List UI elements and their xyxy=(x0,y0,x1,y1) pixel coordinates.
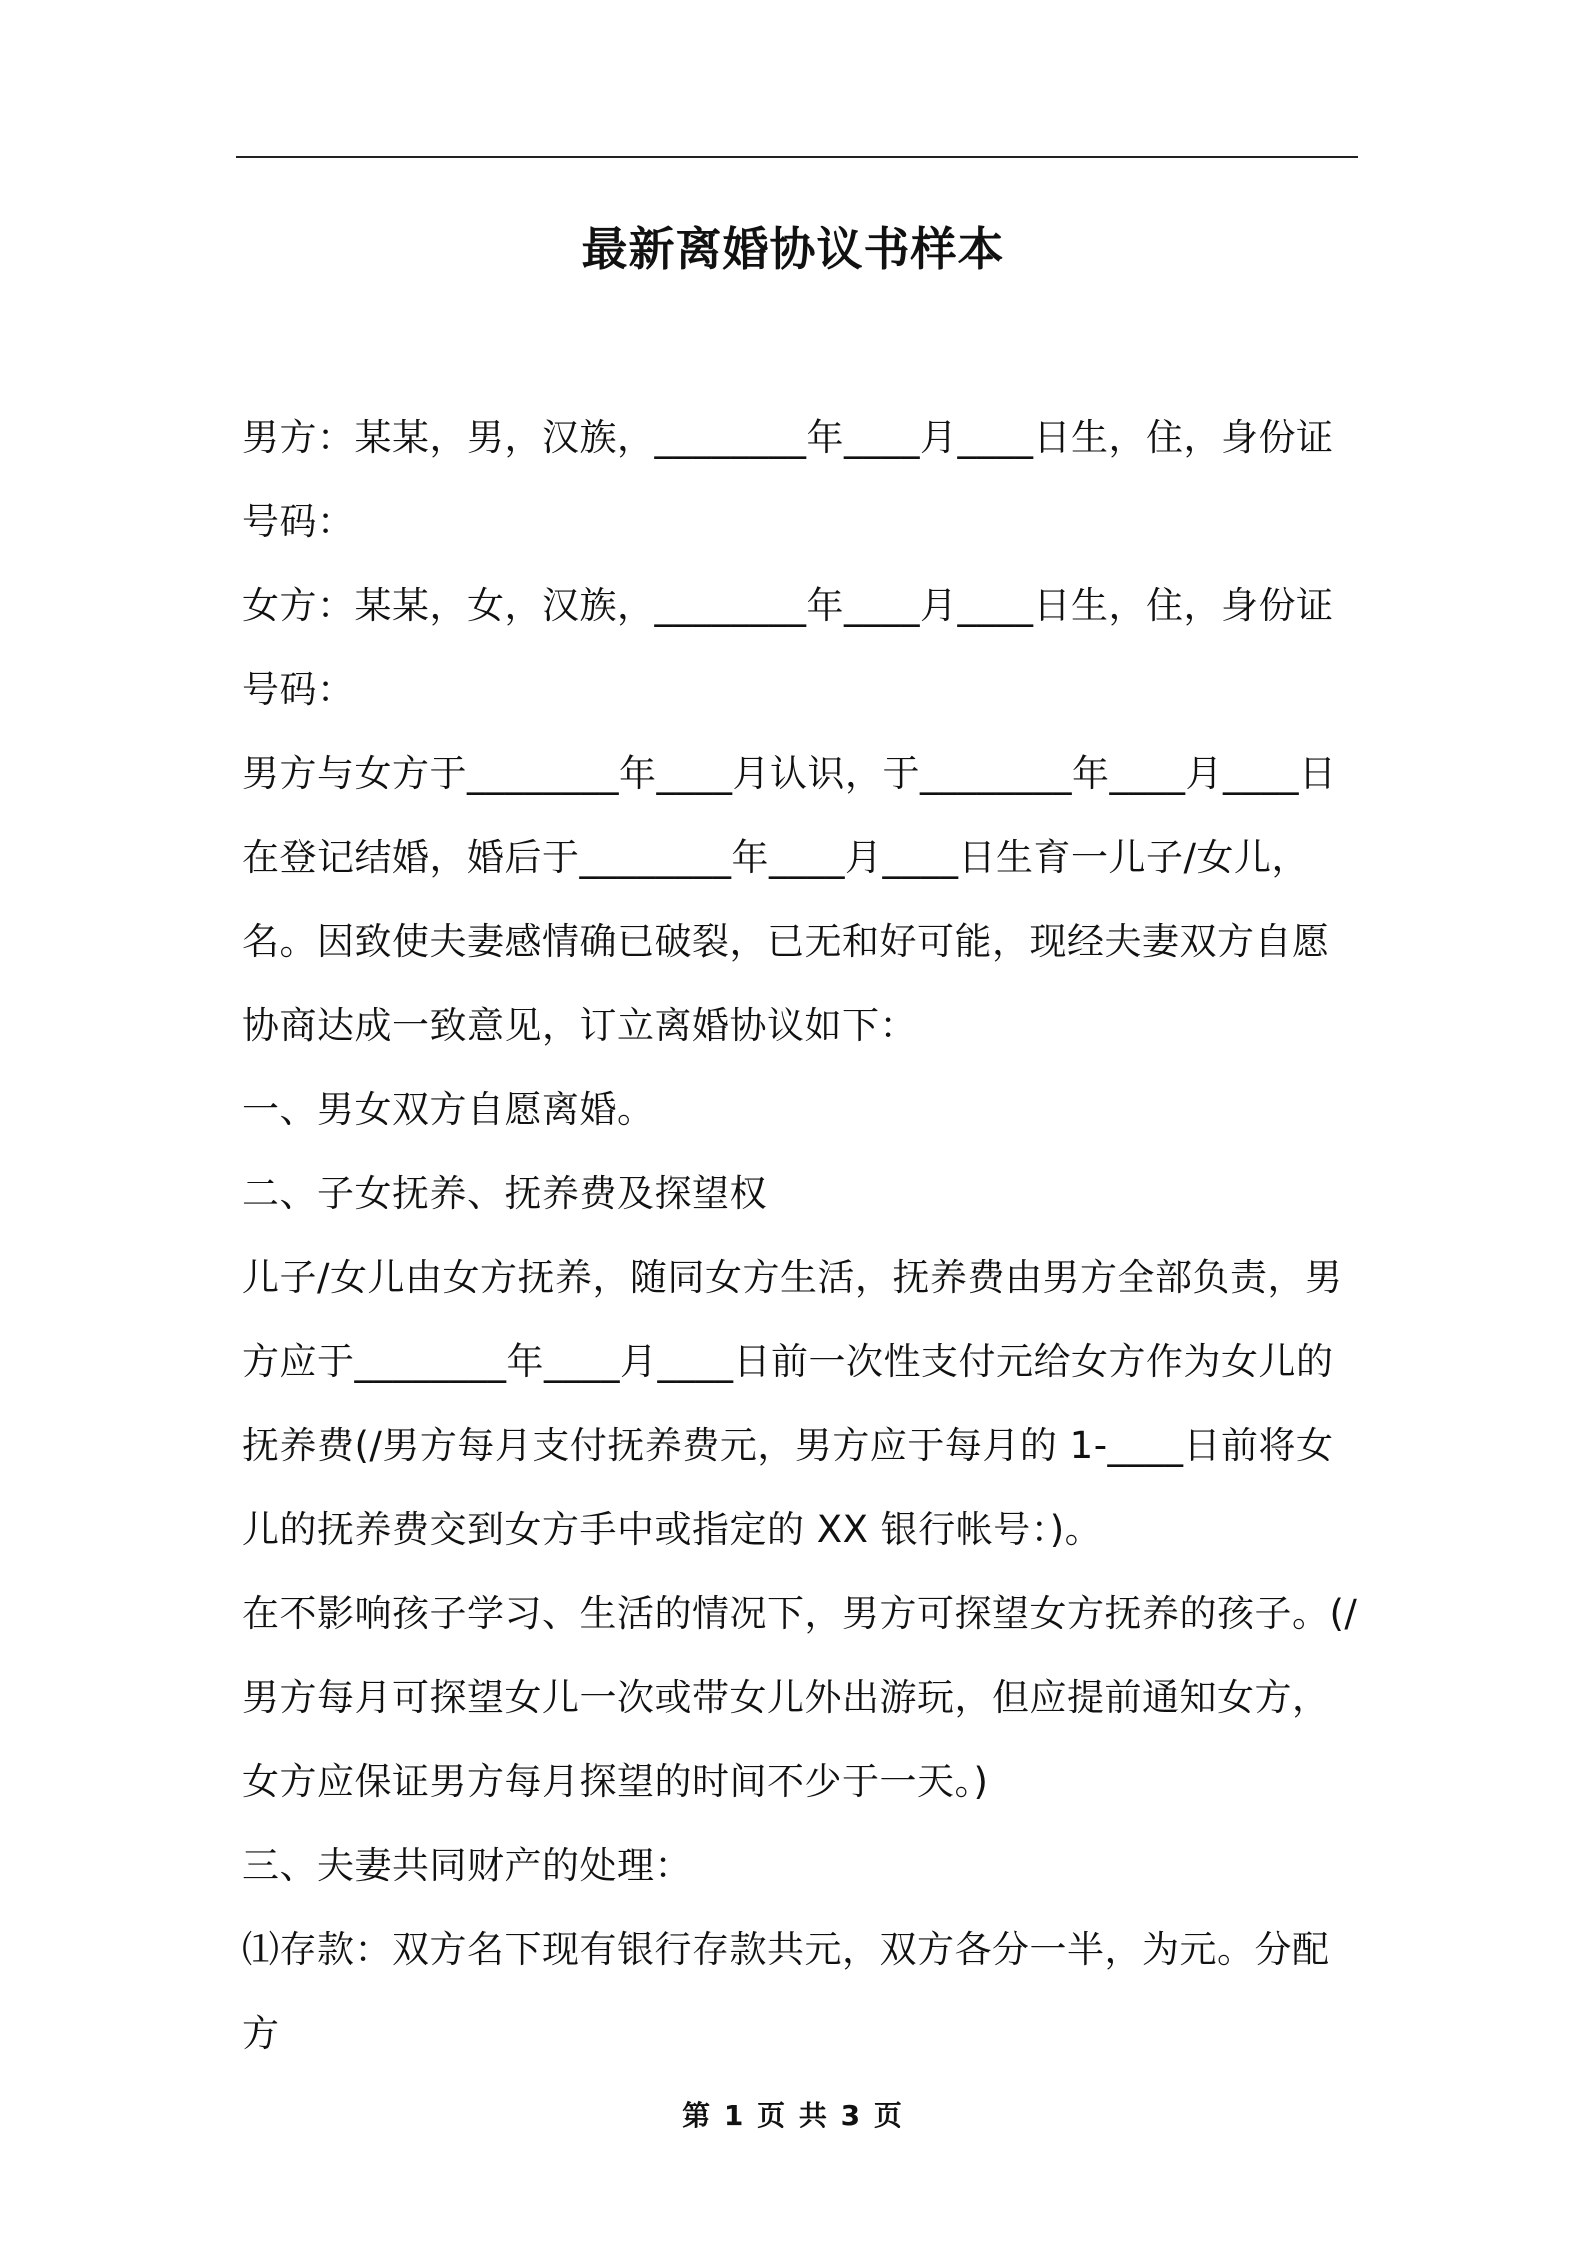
paragraph-visitation: 在不影响孩子学习、生活的情况下，男方可探望女方抚养的孩子。(/男方每月可探望女儿一次或带女儿外出游玩，但应提前通知女方，女方应保证男方每月探望的时间不少于一天。) xyxy=(242,1592,1358,1803)
paragraph-male-party: 男方：某某，男，汉族，________年____月____日生，住，身份证号码： xyxy=(242,416,1334,543)
document-body xyxy=(242,396,1362,2076)
clause-3-heading: 三、夫妻共同财产的处理： xyxy=(242,1844,692,1887)
header-rule xyxy=(236,156,1358,158)
paragraph-female-party: 女方：某某，女，汉族，________年____月____日生，住，身份证号码： xyxy=(242,584,1334,711)
clause-1-divorce: 一、男女双方自愿离婚。 xyxy=(242,1088,655,1131)
clause-2-heading: 二、子女抚养、抚养费及探望权 xyxy=(242,1172,767,1215)
paragraph-marriage-background: 男方与女方于________年____月认识，于________年____月____日在登记结婚，婚后于________年____月____日生育一儿子/女儿，名。因致使夫妻感情确已破裂，已无和好可能，现经夫妻双方自愿协商达成一致意见，订立离婚协议如下： xyxy=(242,752,1337,1047)
paragraph-child-support: 儿子/女儿由女方抚养，随同女方生活，抚养费由男方全部负责，男方应于________年____月____日前一次性支付元给女方作为女儿的抚养费(/男方每月支付抚养费元，男方应于每月的 1-____日前将女儿的抚养费交到女方手中或指定的 XX 银行帐号：)。 xyxy=(242,1256,1343,1551)
page-number: 第 1 页 共 3 页 xyxy=(682,2099,904,2132)
paragraph-savings: ⑴存款：双方名下现有银行存款共元，双方各分一半，为元。分配方 xyxy=(242,1928,1330,2055)
document-title: 最新离婚协议书样本 xyxy=(581,222,1005,276)
